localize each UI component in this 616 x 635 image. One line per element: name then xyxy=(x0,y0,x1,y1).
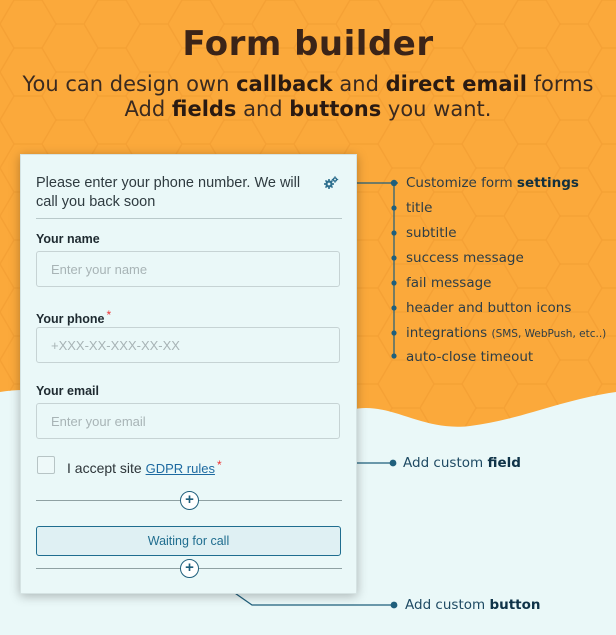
callout-text: Add custom xyxy=(405,597,490,613)
hero-text: and xyxy=(332,72,386,96)
form-preview xyxy=(20,154,357,594)
required-mark: * xyxy=(106,308,112,322)
feature-settings xyxy=(406,175,579,191)
email-label xyxy=(36,384,99,398)
add-custom-field-callout xyxy=(403,455,521,471)
add-custom-button-callout xyxy=(405,597,541,613)
required-mark: * xyxy=(216,458,222,472)
hero-text: forms xyxy=(526,72,594,96)
gdpr-rules-link[interactable]: GDPR rules xyxy=(145,461,215,476)
phone-label xyxy=(36,308,111,326)
callout-emph: button xyxy=(489,597,541,613)
hero-text: and xyxy=(236,97,290,121)
callout-text: Add custom xyxy=(403,455,488,471)
hero-title: Form builder xyxy=(182,24,434,64)
name-label-text: Your name xyxy=(36,232,100,246)
hero-emph: callback xyxy=(236,72,333,96)
header-divider xyxy=(36,218,342,219)
add-button-plus-icon[interactable]: + xyxy=(180,559,199,578)
gears-icon[interactable] xyxy=(323,175,339,191)
hero-text: Add xyxy=(124,97,172,121)
gdpr-text: I accept site xyxy=(67,460,146,476)
email-label-text: Your email xyxy=(36,384,99,398)
hero-emph: buttons xyxy=(289,97,382,121)
feature-note: (SMS, WebPush, etc..) xyxy=(491,328,607,340)
feature-subtitle: subtitle xyxy=(406,225,457,241)
name-field[interactable] xyxy=(36,251,340,287)
feature-text: Customize form xyxy=(406,175,517,191)
hero-emph: fields xyxy=(171,97,237,121)
gdpr-consent-text xyxy=(67,458,222,476)
phone-field[interactable] xyxy=(36,327,340,363)
email-field[interactable] xyxy=(36,403,340,439)
callout-emph: field xyxy=(487,455,521,471)
add-field-plus-icon[interactable]: + xyxy=(180,491,199,510)
phone-label-text: Your phone xyxy=(36,312,105,326)
feature-autoclose: auto-close timeout xyxy=(406,349,534,365)
hero-emph: direct email xyxy=(385,72,527,96)
feature-fail-message: fail message xyxy=(406,275,492,291)
feature-success-message: success message xyxy=(406,250,524,266)
feature-integrations xyxy=(406,325,606,341)
feature-emph: settings xyxy=(516,175,579,191)
waiting-for-call-button[interactable]: Waiting for call xyxy=(36,526,341,556)
feature-text: integrations xyxy=(406,325,492,341)
feature-title: title xyxy=(406,200,433,216)
name-label xyxy=(36,232,100,246)
hero-text: You can design own xyxy=(22,72,237,96)
form-header-text: Please enter your phone number. We will call you back soon xyxy=(36,175,301,210)
gdpr-checkbox[interactable] xyxy=(37,456,55,474)
hero-text: you want. xyxy=(381,97,492,121)
feature-icons: header and button icons xyxy=(406,300,572,316)
